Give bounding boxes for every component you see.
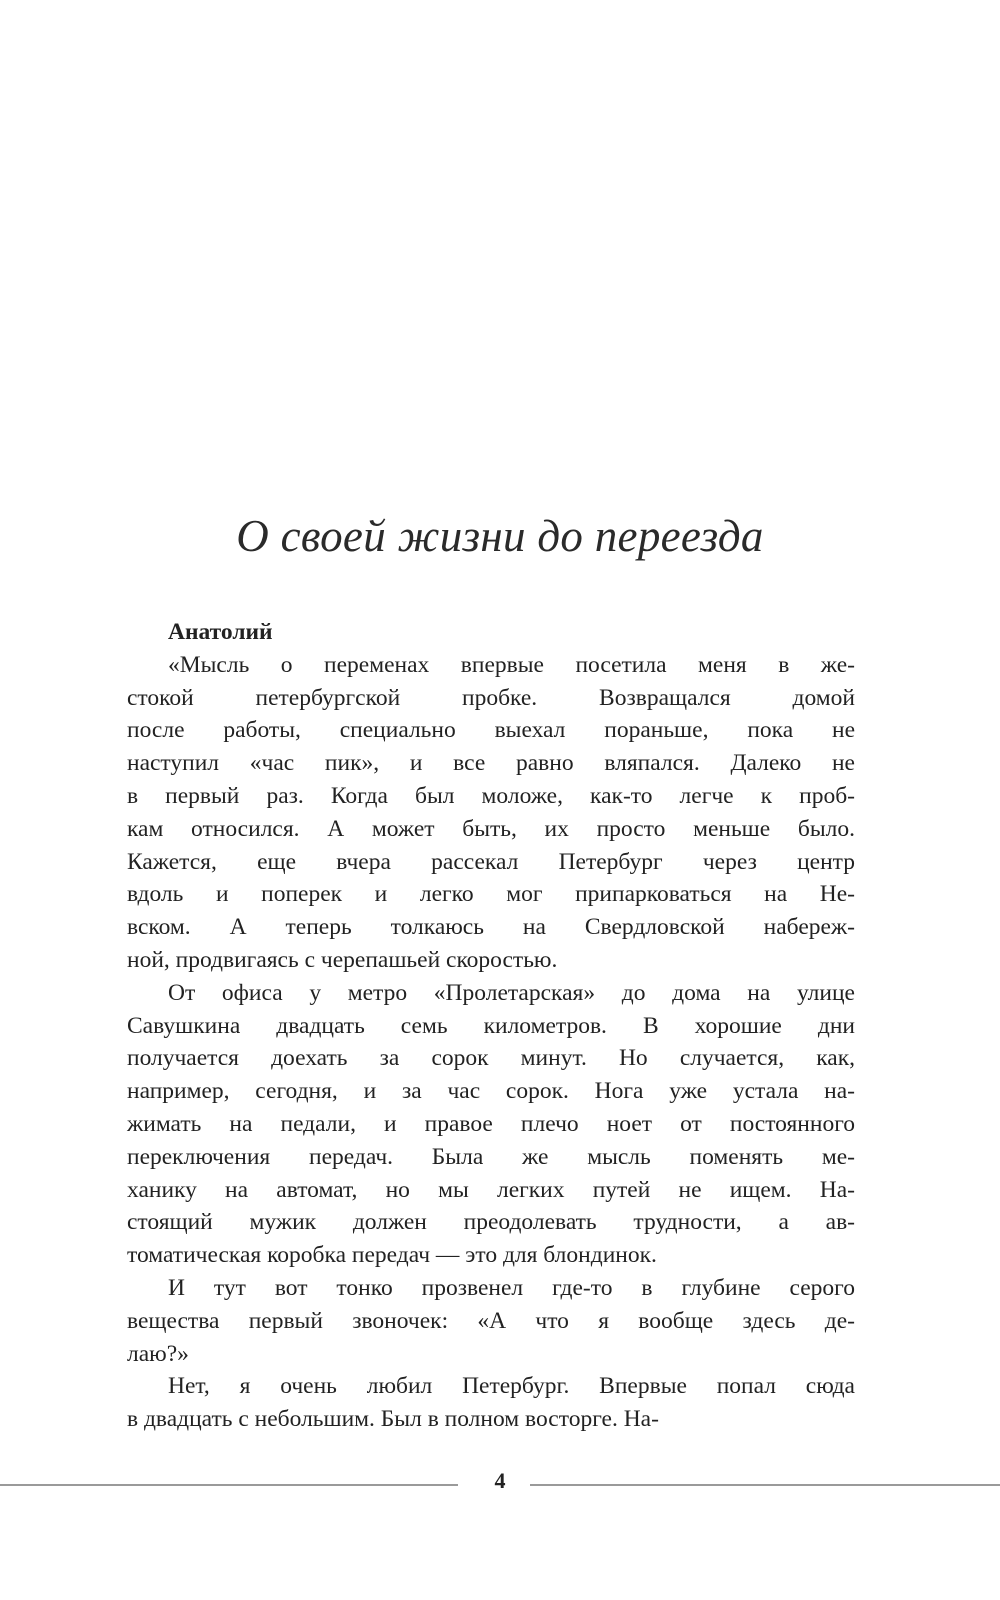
text-line: Нет, я очень любил Петербург. Впервые попал сюда — [168, 1373, 855, 1400]
text-line: Савушкина двадцать семь километров. В хорошие дни — [127, 1012, 855, 1039]
text-line: кам относился. А может быть, их просто меньше было. — [127, 815, 855, 842]
page-footer — [0, 1466, 1000, 1502]
text-line: наступил «час пик», и все равно вляпался. Далеко не — [127, 750, 855, 777]
text-line: стокой петербургской пробке. Возвращался домой — [127, 684, 855, 711]
footer-rule-left — [0, 1484, 458, 1486]
footer-rule-right — [530, 1484, 1000, 1486]
text-line: переключения передач. Была же мысль поменять ме- — [127, 1143, 855, 1170]
text-line: например, сегодня, и за час сорок. Нога уже устала на- — [127, 1078, 855, 1105]
page-number: 4 — [494, 1468, 506, 1493]
text-line: получается доехать за сорок минут. Но случается, как, — [127, 1045, 855, 1072]
text-line: жимать на педали, и правое плечо ноет от постоянного — [127, 1110, 855, 1137]
text-line: вском. А теперь толкаюсь на Свердловской набереж- — [127, 914, 855, 941]
text-line: после работы, специально выехал пораньше, пока не — [127, 717, 855, 744]
body-text — [127, 616, 855, 1436]
text-line: «Мысль о переменах впервые посетила меня в же- — [168, 651, 855, 678]
text-line: в двадцать с небольшим. Был в полном восторге. На- — [127, 1406, 659, 1433]
text-line: вещества первый звоночек: «А что я вообще здесь де- — [127, 1307, 855, 1334]
text-line: Кажется, еще вчера рассекал Петербург через центр — [127, 848, 855, 875]
author-name: Анатолий — [168, 619, 273, 645]
text-line: томатическая коробка передач — это для блондинок. — [127, 1242, 657, 1269]
chapter-title: О своей жизни до переезда — [236, 511, 764, 561]
text-line: ханику на автомат, но мы легких путей не ищем. На- — [127, 1176, 855, 1203]
text-line: ной, продвигаясь с черепашьей скоростью. — [127, 946, 558, 973]
text-line: лаю?» — [127, 1340, 189, 1367]
text-line: И тут вот тонко прозвенел где-то в глубине серого — [168, 1274, 855, 1301]
text-line: стоящий мужик должен преодолевать трудности, а ав- — [127, 1209, 855, 1236]
text-line: в первый раз. Когда был моложе, как-то легче к проб- — [127, 782, 855, 809]
text-line: вдоль и поперек и легко мог припарковаться на Не- — [127, 881, 855, 908]
text-line: От офиса у метро «Пролетарская» до дома на улице — [168, 979, 855, 1006]
